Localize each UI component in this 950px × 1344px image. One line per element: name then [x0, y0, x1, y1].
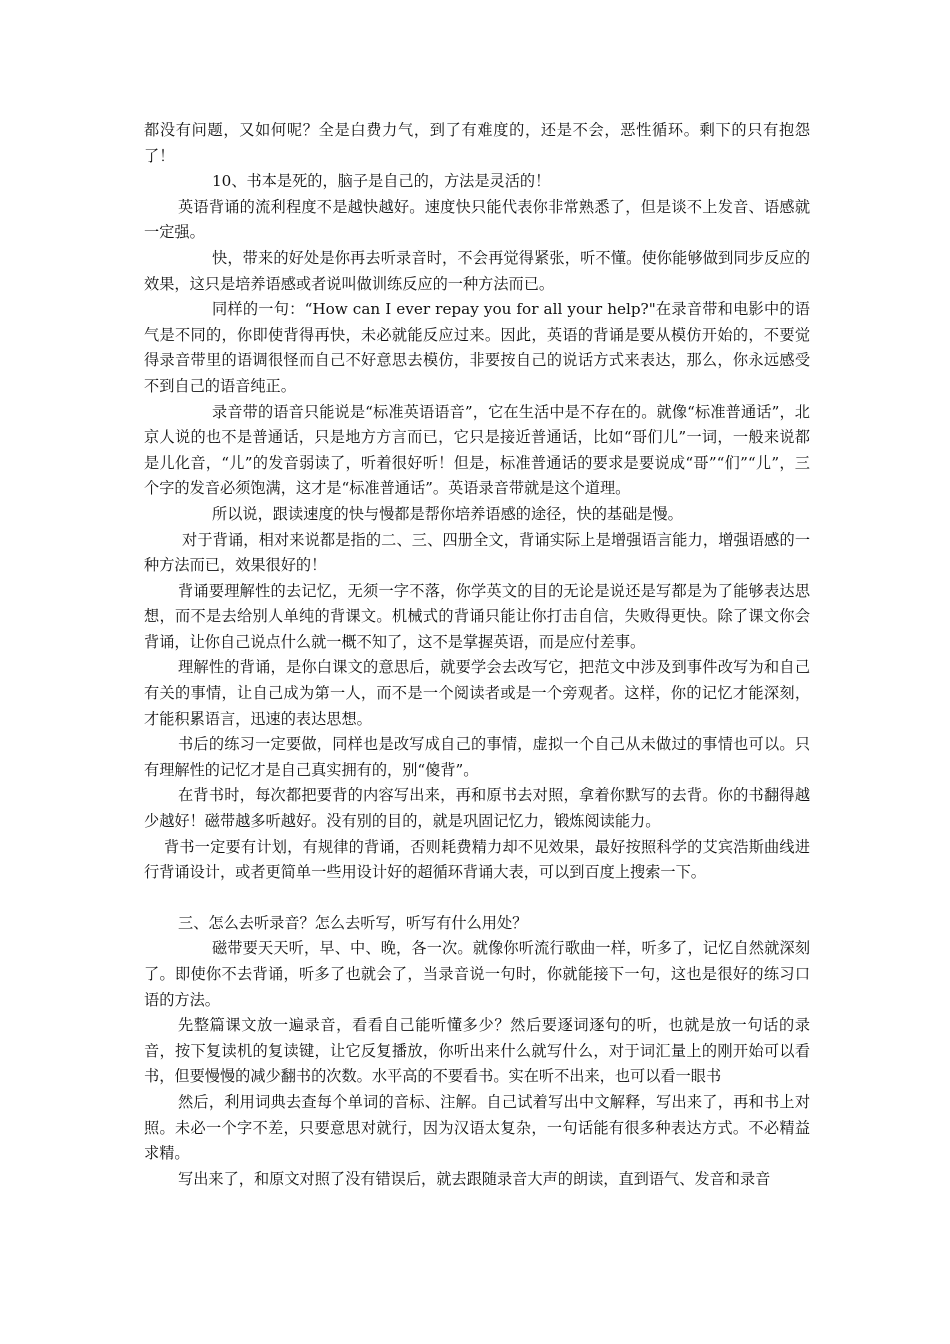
paragraph-10: 理解性的背诵，是你白课文的意思后，就要学会去改写它，把范文中涉及到事件改写为和自己有关的事情，让自己成为第一人，而不是一个阅读者或是一个旁观者。这样，你的记忆才能深刻，才能积累语言，迅速的表达思想。	[144, 658, 810, 728]
paragraph-6: 录音带的语音只能说是“标准英语语音”，它在生活中是不存在的。就像“标准普通话”，北京人说的也不是普通话，只是地方方言而已，它只是接近普通话，比如“哥们儿”一词，一般来说都是儿化音，“儿”的发音弱读了，听着很好听！但是，标准普通话的要求是要说成“哥”“们”“儿”，三个字的发音必须饱满，这才是“标准普通话”。英语录音带就是这个道理。	[144, 402, 810, 498]
paragraph-15: 磁带要天天听，早、中、晚，各一次。就像你听流行歌曲一样，听多了，记忆自然就深刻了。即使你不去背诵，听多了也就会了，当录音说一句时，你就能接下一句，这也是很好的练习口语的方法。	[144, 939, 810, 1009]
paragraph-4: 快，带来的好处是你再去听录音时，不会再觉得紧张，听不懂。使你能够做到同步反应的效果，这只是培养语感或者说叫做训练反应的一种方法而已。	[144, 248, 810, 293]
body-text	[144, 118, 810, 1192]
paragraph-7: 所以说，跟读速度的快与慢都是帮你培养语感的途径，快的基础是慢。	[212, 504, 683, 523]
paragraph-12: 在背书时，每次都把要背的内容写出来，再和原书去对照，拿着你默写的去背。你的书翻得越少越好！磁带越多听越好。没有别的目的，就是巩固记忆力，锻炼阅读能力。	[144, 786, 810, 831]
blank-line	[144, 886, 810, 911]
paragraph-18: 写出来了，和原文对照了没有错误后，就去跟随录音大声的朗读，直到语气、发音和录音	[178, 1169, 771, 1188]
paragraph-17: 然后，利用词典去查每个单词的音标、注解。自己试着写出中文解释，写出来了，再和书上对照。未必一个字不差，只要意思对就行，因为汉语太复杂，一句话能有很多种表达方式。不必精益求精。	[144, 1092, 810, 1163]
paragraph-16: 先整篇课文放一遍录音，看看自己能听懂多少？然后要逐词逐句的听，也就是放一句话的录音，按下复读机的复读键，让它反复播放，你听出来什么就写什么，对于词汇量上的刚开始可以看书，但要慢慢的减少翻书的次数。水平高的不要看书。实在听不出来，也可以看一眼书	[144, 1016, 810, 1086]
paragraph-3: 英语背诵的流利程度不是越快越好。速度快只能代表你非常熟悉了，但是谈不上发音、语感就一定强。	[144, 197, 810, 242]
paragraph-8: 对于背诵，相对来说都是指的二、三、四册全文，背诵实际上是增强语言能力，增强语感的一种方法而已，效果很好的！	[144, 530, 810, 575]
paragraph-11: 书后的练习一定要做，同样也是改写成自己的事情，虚拟一个自己从未做过的事情也可以。只有理解性的记忆才是自己真实拥有的，别“傻背”。	[144, 735, 810, 779]
section-heading-3: 三、怎么去听录音？怎么去听写，听写有什么用处？	[178, 913, 528, 932]
paragraph-2-heading: 10、书本是死的，脑子是自己的，方法是灵活的！	[212, 172, 551, 191]
paragraph-9: 背诵要理解性的去记忆，无须一字不落，你学英文的目的无论是说还是写都是为了能够表达思想，而不是去给别人单纯的背课文。机械式的背诵只能让你打击自信，失败得更快。除了课文你会背诵，让你自己说点什么就一概不知了，这不是掌握英语，而是应付差事。	[144, 581, 810, 651]
paragraph-13: 背书一定要有计划，有规律的背诵，否则耗费精力却不见效果，最好按照科学的艾宾浩斯曲线进行背诵设计，或者更简单一些用设计好的超循环背诵大表，可以到百度上搜索一下。	[144, 837, 810, 882]
paragraph-5: 同样的一句：“How can I ever repay you for all your help?"在录音带和电影中的语气是不同的，你即使背得再快，未必就能反应过来。因此，英语的背诵是要从模仿开始的，不要觉得录音带里的语调很怪而自己不好意思去模仿，非要按自己的说话方式来表达，那么，你永远感受不到自己的语音纯正。	[144, 300, 810, 395]
paragraph-1: 都没有问题，又如何呢？全是白费力气，到了有难度的，还是不会，恶性循环。剩下的只有抱怨了！	[144, 121, 810, 165]
